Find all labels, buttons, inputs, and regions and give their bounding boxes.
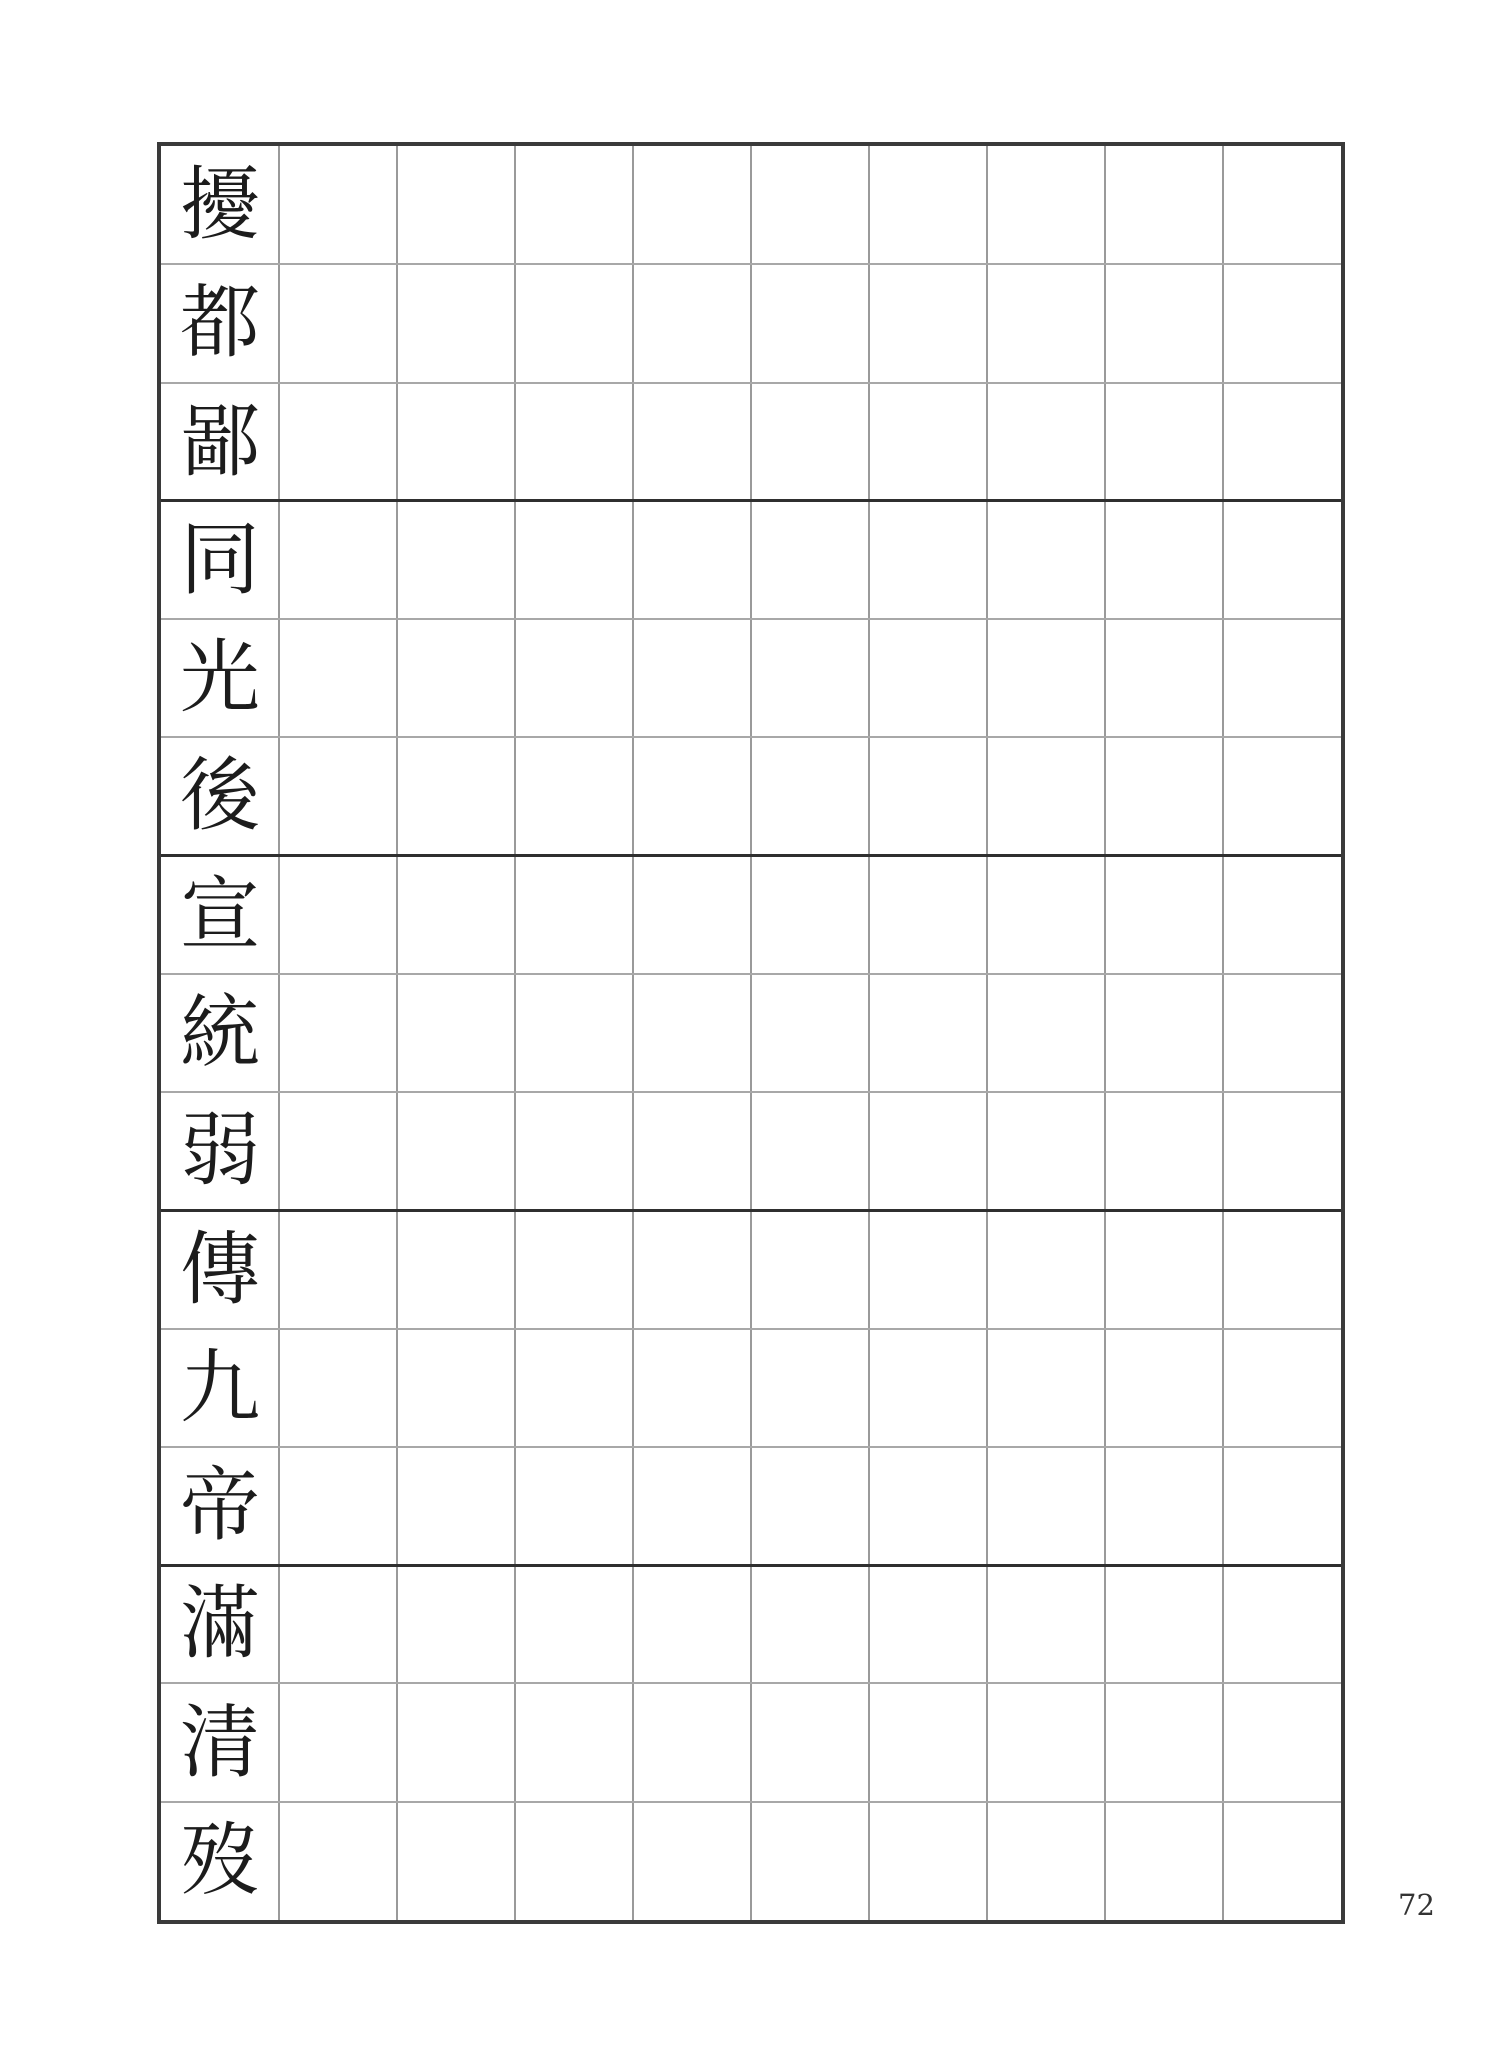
model-character: 鄙 [180, 394, 260, 488]
grid-column-divider [868, 146, 870, 1920]
grid-group-divider [161, 854, 1341, 857]
model-character: 歿 [180, 1813, 260, 1907]
model-character: 後 [180, 749, 260, 843]
model-character: 清 [180, 1695, 260, 1789]
grid-row-divider [161, 973, 1341, 975]
model-character: 九 [180, 1340, 260, 1434]
grid-row-divider [161, 1801, 1341, 1803]
model-character: 同 [180, 512, 260, 606]
grid-column-divider [396, 146, 398, 1920]
grid-column-divider [632, 146, 634, 1920]
grid-column-divider [986, 146, 988, 1920]
grid-row-divider [161, 263, 1341, 265]
grid-row-divider [161, 1446, 1341, 1448]
model-character: 光 [180, 631, 260, 725]
grid-row-divider [161, 1328, 1341, 1330]
grid-column-divider [1222, 146, 1224, 1920]
grid-row-divider [161, 382, 1341, 384]
model-character: 弱 [180, 1104, 260, 1198]
grid-group-divider [161, 499, 1341, 502]
model-character: 傳 [180, 1222, 260, 1316]
practice-grid [161, 146, 1341, 1920]
model-character: 統 [180, 985, 260, 1079]
grid-row-divider [161, 736, 1341, 738]
grid-row-divider [161, 618, 1341, 620]
model-character: 宣 [180, 867, 260, 961]
grid-column-divider [514, 146, 516, 1920]
grid-group-divider [161, 1209, 1341, 1212]
page-number: 72 [1398, 1888, 1435, 1922]
model-character: 都 [180, 276, 260, 370]
grid-row-divider [161, 1091, 1341, 1093]
grid-column-divider [1104, 146, 1106, 1920]
grid-row-divider [161, 1682, 1341, 1684]
grid-column-divider [750, 146, 752, 1920]
grid-group-divider [161, 1564, 1341, 1567]
model-character: 帝 [180, 1459, 260, 1553]
practice-grid-sheet [157, 142, 1345, 1924]
model-character: 滿 [180, 1577, 260, 1671]
model-character: 擾 [180, 158, 260, 252]
